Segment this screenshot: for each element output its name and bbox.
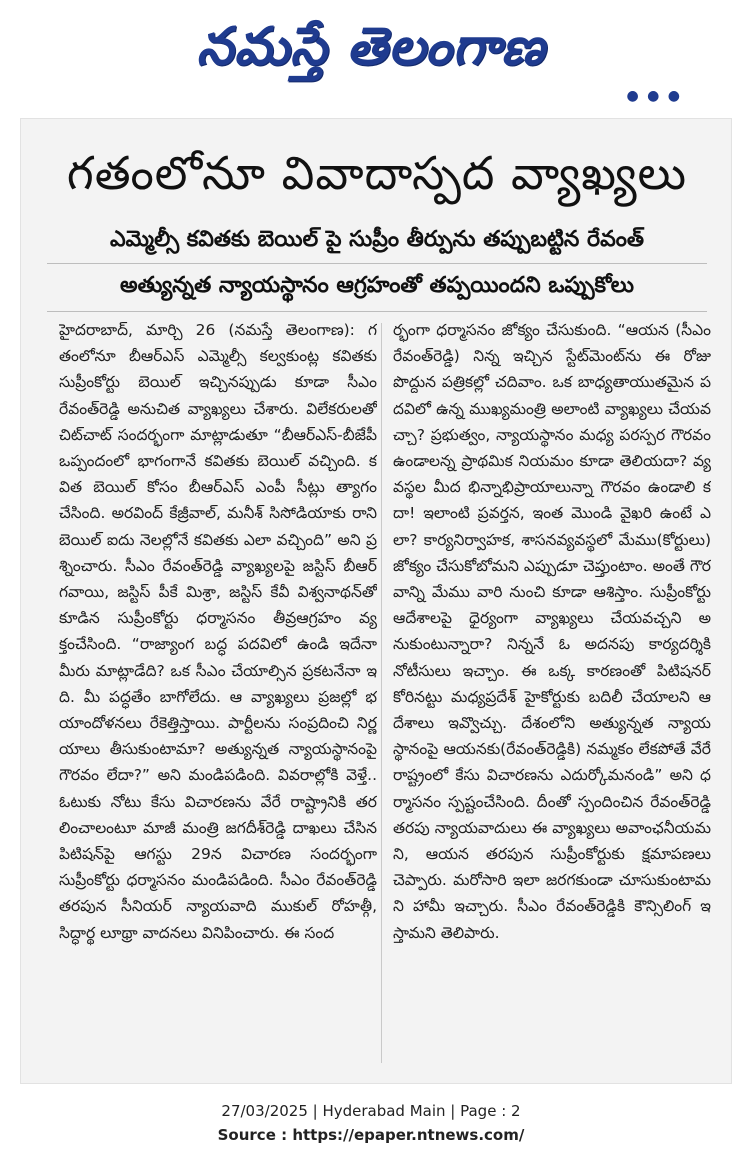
column-divider — [381, 323, 382, 1063]
footer-source-link[interactable]: Source : https://epaper.ntnews.com/ — [217, 1126, 525, 1144]
newspaper-logo: నమస్తే తెలంగాణ — [196, 17, 546, 77]
article-column-left: హైదరాబాద్, మార్చి 26 (నమస్తే తెలంగాణ): గతంలోనూ బీఆర్ఎస్ ఎమ్మెల్సీ కల్వకుంట్ల కవితకు సుప్రీంకోర్టు బెయిల్ ఇచ్చినప్పుడు కూడా సీఎం రేవంత్‌రెడ్డి అనుచిత వ్యాఖ్యలు చేశారు. విలేకరులతో చిట్‌చాట్ సందర్భంగా మాట్లాడుతూ “బీఆర్ఎస్-బీజేపీ ఒప్పందంలో భాగంగానే కవితకు బెయిల్ వచ్చింది. కవిత బెయిల్ కోసం బీఆర్ఎస్ ఎంపీ సీట్లు త్యాగం చేసింది. అరవింద్ కేజ్రీవాల్, మనీశ్ సిసోడియాకు రాని బెయిల్ ఐదు నెలల్లోనే కవితకు ఎలా వచ్చింది” అని ప్రశ్నించారు. సీఎం రేవంత్‌రెడ్డి వ్యాఖ్యలపై జస్టిస్ బీఆర్ గవాయి, జస్టిస్ పీకే మిశ్రా, జస్టిస్ కేవీ విశ్వనాథన్‌తో కూడిన సుప్రీంకోర్టు ధర్మాసనం తీవ్రఆగ్రహం వ్యక్తంచేసింది. “రాజ్యాంగ బద్ధ పదవిలో ఉండి ఇదేనా మీరు మాట్లాడేది? ఒక సీఎం చేయాల్సిన ప్రకటనేనా ఇది. మీ పద్ధతేం బాగోలేదు. ఆ వ్యాఖ్యలు ప్రజల్లో భయాందోళనలు రేకెత్తిస్తాయి. పార్టీలను సంప్రదించి నిర్ణయాలు తీసుకుంటామా? అత్యున్నత న్యాయస్థానంపై గౌరవం లేదా?” అని మండిపడింది. వివరాల్లోకి వెళ్తే.. ఓటుకు నోటు కేసు విచారణను వేరే రాష్ట్రానికి తరలించాలంటూ మాజీ మంత్రి జగదీశ్‌రెడ్డి దాఖలు చేసిన పిటిషన్‌పై ఆగస్టు 29న విచారణ సందర్భంగా సుప్రీంకోర్టు ధర్మాసనం మండిపడింది. సీఎం రేవంత్‌రెడ్డి తరపున సీనియర్ న్యాయవాది ముకుల్ రోహత్గీ, సిద్ధార్థ లూథ్రా వాదనలు వినిపించారు. ఈ సంద — [59, 321, 377, 942]
footer-edition-info: 27/03/2025 | Hyderabad Main | Page : 2 — [221, 1102, 521, 1120]
article-subhead-1: ఎమ్మెల్సీ కవితకు బెయిల్ పై సుప్రీం తీర్పును తప్పుబట్టిన రేవంత్ — [109, 227, 644, 252]
article-clipping — [20, 118, 732, 1084]
masthead-decoration: ● ● ● — [626, 88, 682, 104]
subhead-divider — [47, 311, 707, 312]
article-headline: గతంలోనూ వివాదాస్పద వ్యాఖ్యలు — [66, 146, 688, 200]
masthead — [0, 8, 742, 90]
headline-divider — [47, 263, 707, 264]
article-subhead-2: అత్యున్నత న్యాయస్థానం ఆగ్రహంతో తప్పయిందని ఒప్పుకోలు — [119, 273, 634, 298]
article-column-right: ర్భంగా ధర్మాసనం జోక్యం చేసుకుంది. “ఆయన (సీఎం రేవంత్‌రెడ్డి) నిన్న ఇచ్చిన స్టేట్‌మెంట్‌ను ఈ రోజు పొద్దున పత్రికల్లో చదివాం. ఒక బాధ్యతాయుతమైన పదవిలో ఉన్న ముఖ్యమంత్రి అలాంటి వ్యాఖ్యలు చేయవచ్చా? ప్రభుత్వం, న్యాయస్థానం మధ్య పరస్పర గౌరవం ఉండాలన్న ప్రాథమిక నియమం కూడా తెలియదా? వ్యవస్థల మీద భిన్నాభిప్రాయాలున్నా గౌరవం ఉండాలి కదా! ఇలాంటి ప్రవర్తన, ఇంత మొండి వైఖరి ఉంటే ఎలా? కార్యనిర్వాహక, శాసనవ్యవస్థలో మేము(కోర్టులు) జోక్యం చేసుకోబోమని ఎప్పుడూ చెప్తుంటాం. అంతే గౌరవాన్ని మేము వారి నుంచి కూడా ఆశిస్తాం. సుప్రీంకోర్టు ఆదేశాలపై ధైర్యంగా వ్యాఖ్యలు చేయవచ్చని అనుకుంటున్నారా? నిన్ననే ఓ అదనపు కార్యదర్శికి నోటీసులు ఇచ్చాం. ఈ ఒక్క కారణంతో పిటిషనర్ కోరినట్టు మధ్యప్రదేశ్ హైకోర్టుకు బదిలీ చేయాలని ఆదేశాలు ఇవ్వొచ్చు. దేశంలోని అత్యున్నత న్యాయస్థానంపై ఆయనకు(రేవంత్‌రెడ్డికి) నమ్మకం లేకపోతే వేరే రాష్ట్రంలో కేసు విచారణను ఎదుర్కోమనండి” అని ధర్మాసనం స్పష్టంచేసింది. దీంతో స్పందించిన రేవంత్‌రెడ్డి తరపు న్యాయవాదులు ఈ వ్యాఖ్యలు అవాంఛనీయమని, ఆయన తరపున సుప్రీంకోర్టుకు క్షమాపణలు చెప్పారు. మరోసారి ఇలా జరగకుండా చూసుకుంటామని హామీ ఇచ్చారు. సీఎం రేవంత్‌రెడ్డికి కౌన్సిలింగ్ ఇస్తామని తెలిపారు. — [393, 321, 711, 942]
